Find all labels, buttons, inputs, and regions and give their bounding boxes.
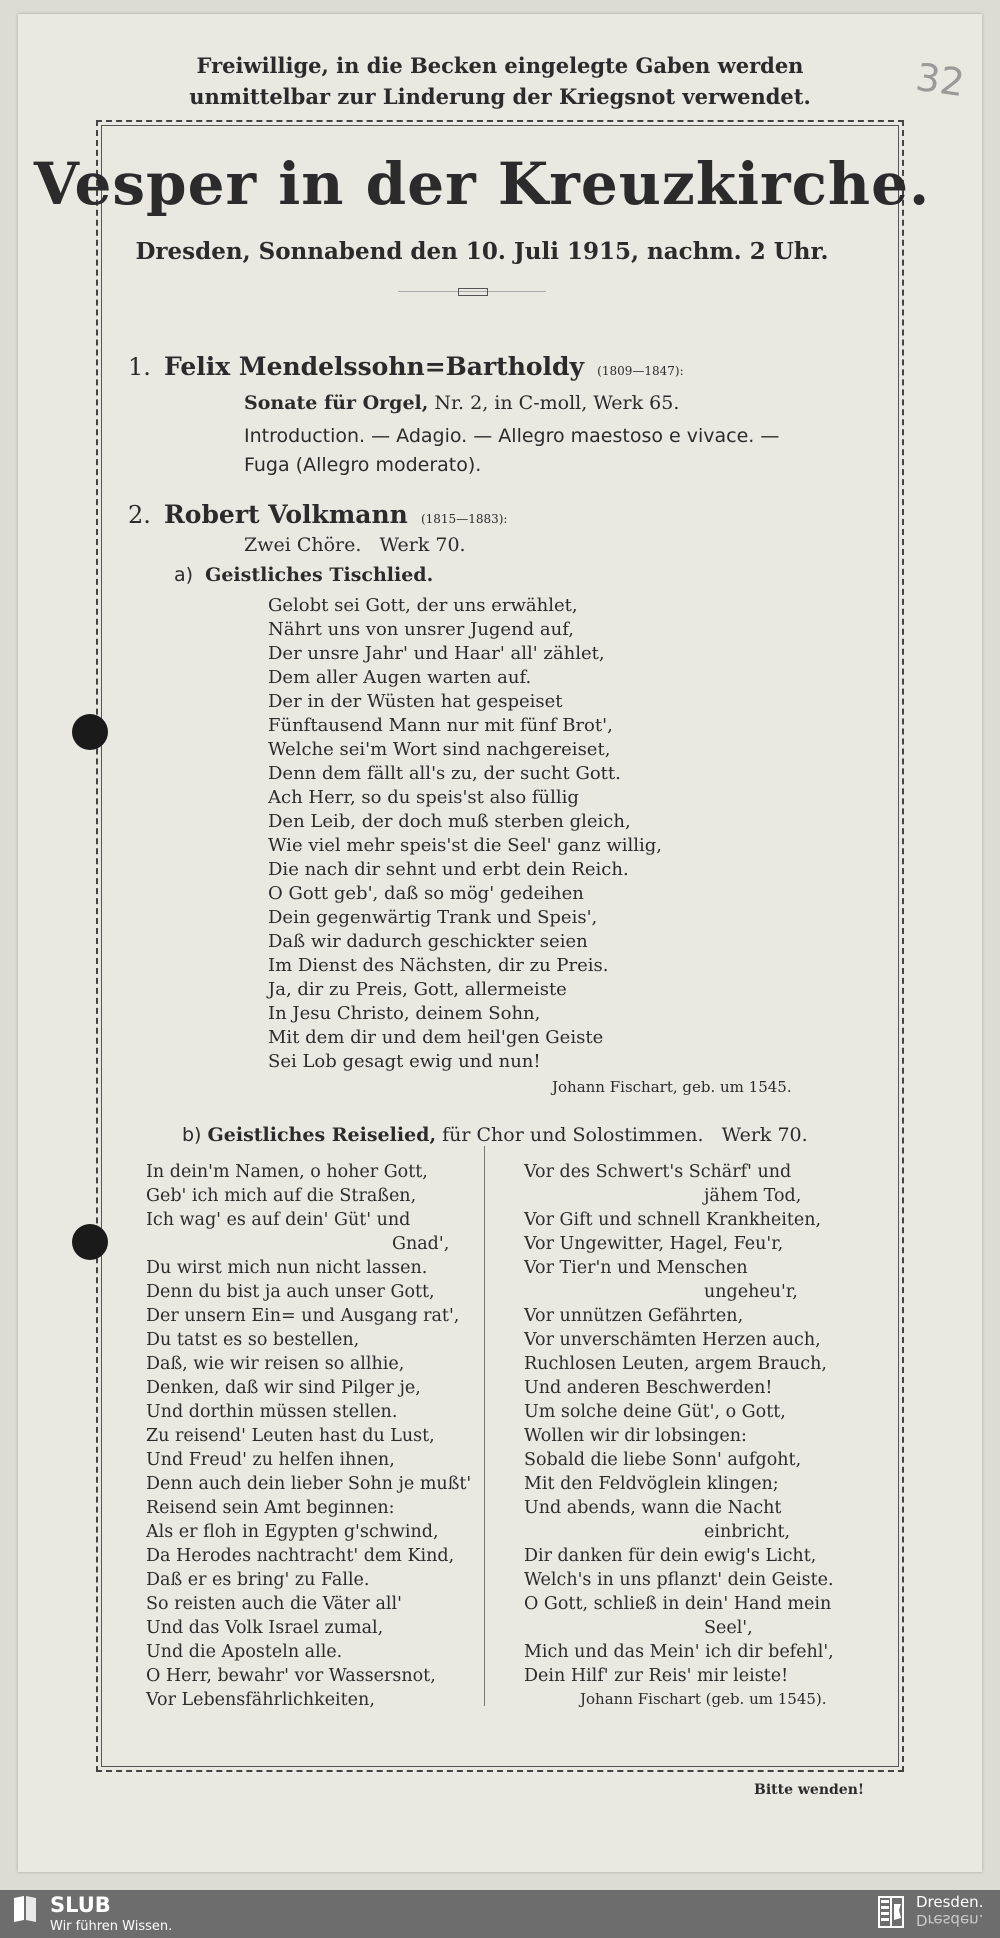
verse-line: Mich und das Mein' ich dir befehl', <box>524 1642 834 1662</box>
verse-line: Denken, daß wir sind Pilger je, <box>146 1378 421 1398</box>
verse-line: Mit den Feldvöglein klingen; <box>524 1474 779 1494</box>
dresden-name-mirror: Dresden. <box>916 1911 984 1929</box>
dresden-crest-icon <box>878 1896 904 1928</box>
verse-line: O Gott, schließ in dein' Hand mein <box>524 1594 832 1614</box>
item1-composer: Felix Mendelssohn=Bartholdy <box>164 352 585 381</box>
verse-line: Als er floh in Egypten g'schwind, <box>146 1522 439 1542</box>
verse-line: Dein gegenwärtig Trank und Speis', <box>268 907 598 928</box>
turn-page-note: Bitte wenden! <box>754 1782 865 1798</box>
item1-work <box>244 392 679 414</box>
movement-line: Fuga (Allegro moderato). <box>244 454 482 476</box>
verse-line: Sei Lob gesagt ewig und nun! <box>268 1051 541 1072</box>
verse-line: Vor des Schwert's Schärf' und <box>524 1162 792 1182</box>
item2-heading <box>128 500 507 529</box>
item2-b-label: b) <box>182 1124 202 1146</box>
verse-line: Ich wag' es auf dein' Güt' und <box>146 1210 411 1230</box>
verse-line: jähem Tod, <box>704 1186 802 1206</box>
verse-line: einbricht, <box>704 1522 791 1542</box>
verse-line: In dein'm Namen, o hoher Gott, <box>146 1162 428 1182</box>
verse-line: Im Dienst des Nächsten, dir zu Preis. <box>268 955 609 976</box>
reiselied-right-column <box>524 1160 884 1688</box>
verse-line: Ja, dir zu Preis, Gott, allermeiste <box>268 979 567 1000</box>
verse-line: Ach Herr, so du speis'st also füllig <box>268 787 579 808</box>
item2-a-label: a) <box>174 564 194 586</box>
punch-hole <box>72 714 108 750</box>
verse-line: Den Leib, der doch muß sterben gleich, <box>268 811 631 832</box>
verse-line: Welch's in uns pflanzt' dein Geiste. <box>524 1570 834 1590</box>
verse-line: Reisend sein Amt beginnen: <box>146 1498 395 1518</box>
divider-ornament <box>458 288 488 296</box>
verse-line: Denn dem fällt all's zu, der sucht Gott. <box>268 763 621 784</box>
verse-line: Und dorthin müssen stellen. <box>146 1402 398 1422</box>
verse-line: Denn du bist ja auch unser Gott, <box>146 1282 435 1302</box>
verse-line: Mit dem dir und dem heil'gen Geiste <box>268 1027 604 1048</box>
item2-dates: (1815—1883): <box>420 512 508 526</box>
item1-dates: (1809—1847): <box>597 364 684 378</box>
verse-line: ungeheu'r, <box>704 1282 798 1302</box>
slub-name[interactable]: SLUB <box>50 1893 111 1917</box>
verse-line: Ruchlosen Leuten, argem Brauch, <box>524 1354 827 1374</box>
verse-line: Daß wir dadurch geschickter seien <box>268 931 588 952</box>
verse-line: Gnad', <box>392 1234 450 1254</box>
donation-notice <box>18 50 982 112</box>
verse-line: Seel', <box>704 1618 753 1638</box>
verse-line: Der unsern Ein= und Ausgang rat', <box>146 1306 460 1326</box>
verse-line: Und Freud' zu helfen ihnen, <box>146 1450 395 1470</box>
page-title: Vesper in der Kreuzkirche. <box>33 150 931 218</box>
verse-line: Daß er es bring' zu Falle. <box>146 1570 370 1590</box>
item1-work-rest: Nr. 2, in C-moll, Werk 65. <box>428 392 680 414</box>
verse-line: In Jesu Christo, deinem Sohn, <box>268 1003 541 1024</box>
notice-line: unmittelbar zur Linderung der Kriegsnot verwendet. <box>189 84 811 109</box>
verse-line: Vor Lebensfährlichkeiten, <box>146 1690 375 1710</box>
item2-composer: Robert Volkmann <box>164 500 408 529</box>
verse-line: Der in der Wüsten hat gespeiset <box>268 691 563 712</box>
verse-line: Vor unnützen Gefährten, <box>524 1306 744 1326</box>
verse-line: Wie viel mehr speis'st die Seel' ganz willig, <box>268 835 663 856</box>
item1-movements <box>244 422 779 480</box>
verse-line: So reisten auch die Väter all' <box>146 1594 402 1614</box>
verse-line: Wollen wir dir lobsingen: <box>524 1426 747 1446</box>
notice-line: Freiwillige, in die Becken eingelegte Gaben werden <box>196 53 804 78</box>
movement-line: Introduction. — Adagio. — Allegro maestoso e vivace. — <box>244 425 780 447</box>
verse-line: Und abends, wann die Nacht <box>524 1498 782 1518</box>
verse-line: O Herr, bewahr' vor Wassersnot, <box>146 1666 436 1686</box>
item1-work-title: Sonate für Orgel, <box>244 392 429 414</box>
item2-b-heading <box>182 1124 808 1146</box>
item1-number: 1. <box>128 353 151 381</box>
dresden-name[interactable]: Dresden. <box>916 1893 984 1911</box>
item2-a-heading <box>174 564 433 586</box>
verse-line: Und die Aposteln alle. <box>146 1642 343 1662</box>
item2-b-title: Geistliches Reiselied, <box>207 1124 437 1146</box>
verse-line: Da Herodes nachtracht' dem Kind, <box>146 1546 455 1566</box>
verse-line: Geb' ich mich auf die Straßen, <box>146 1186 417 1206</box>
verse-line: Und das Volk Israel zumal, <box>146 1618 384 1638</box>
verse-line: Welche sei'm Wort sind nachgereiset, <box>268 739 611 760</box>
verse-line: Dein Hilf' zur Reis' mir leiste! <box>524 1666 789 1686</box>
item1-heading <box>128 352 684 381</box>
verse-line: Die nach dir sehnt und erbt dein Reich. <box>268 859 629 880</box>
verse-line: Dir danken für dein ewig's Licht, <box>524 1546 817 1566</box>
verse-line: O Gott geb', daß so mög' gedeihen <box>268 883 584 904</box>
slub-book-icon <box>12 1894 38 1924</box>
verse-line: Um solche deine Güt', o Gott, <box>524 1402 786 1422</box>
pencil-annotation: 32 <box>913 54 968 106</box>
verse-line: Fünftausend Mann nur mit fünf Brot', <box>268 715 613 736</box>
punch-hole <box>72 1224 108 1260</box>
verse-line: Gelobt sei Gott, der uns erwählet, <box>268 595 578 616</box>
item2-a-title: Geistliches Tischlied. <box>205 564 434 586</box>
verse-line: Denn auch dein lieber Sohn je mußt' <box>146 1474 472 1494</box>
tischlied-poem <box>268 594 662 1074</box>
verse-line: Vor Ungewitter, Hagel, Feu'r, <box>524 1234 784 1254</box>
verse-line: Du wirst mich nun nicht lassen. <box>146 1258 428 1278</box>
verse-line: Dem aller Augen warten auf. <box>268 667 532 688</box>
verse-line: Daß, wie wir reisen so allhie, <box>146 1354 405 1374</box>
verse-line: Zu reisend' Leuten hast du Lust, <box>146 1426 435 1446</box>
slub-tagline: Wir führen Wissen. <box>50 1919 173 1934</box>
verse-line: Du tatst es so bestellen, <box>146 1330 360 1350</box>
verse-line: Vor Gift und schnell Krankheiten, <box>524 1210 822 1230</box>
item2-work: Zwei Chöre. Werk 70. <box>244 534 466 556</box>
column-divider <box>484 1146 485 1706</box>
verse-line: Vor unverschämten Herzen auch, <box>524 1330 821 1350</box>
verse-line: Nährt uns von unsrer Jugend auf, <box>268 619 574 640</box>
tischlied-author: Johann Fischart, geb. um 1545. <box>552 1078 792 1096</box>
verse-line: Und anderen Beschwerden! <box>524 1378 773 1398</box>
reiselied-author: Johann Fischart (geb. um 1545). <box>580 1690 827 1708</box>
event-subtitle: Dresden, Sonnabend den 10. Juli 1915, nachm. 2 Uhr. <box>135 238 829 265</box>
verse-line: Vor Tier'n und Menschen <box>524 1258 748 1278</box>
item2-b-rest: für Chor und Solostimmen. Werk 70. <box>436 1124 808 1146</box>
item2-number: 2. <box>128 501 151 529</box>
verse-line: Der unsre Jahr' und Haar' all' zählet, <box>268 643 605 664</box>
reiselied-left-column <box>146 1160 476 1712</box>
verse-line: Sobald die liebe Sonn' aufgoht, <box>524 1450 802 1470</box>
